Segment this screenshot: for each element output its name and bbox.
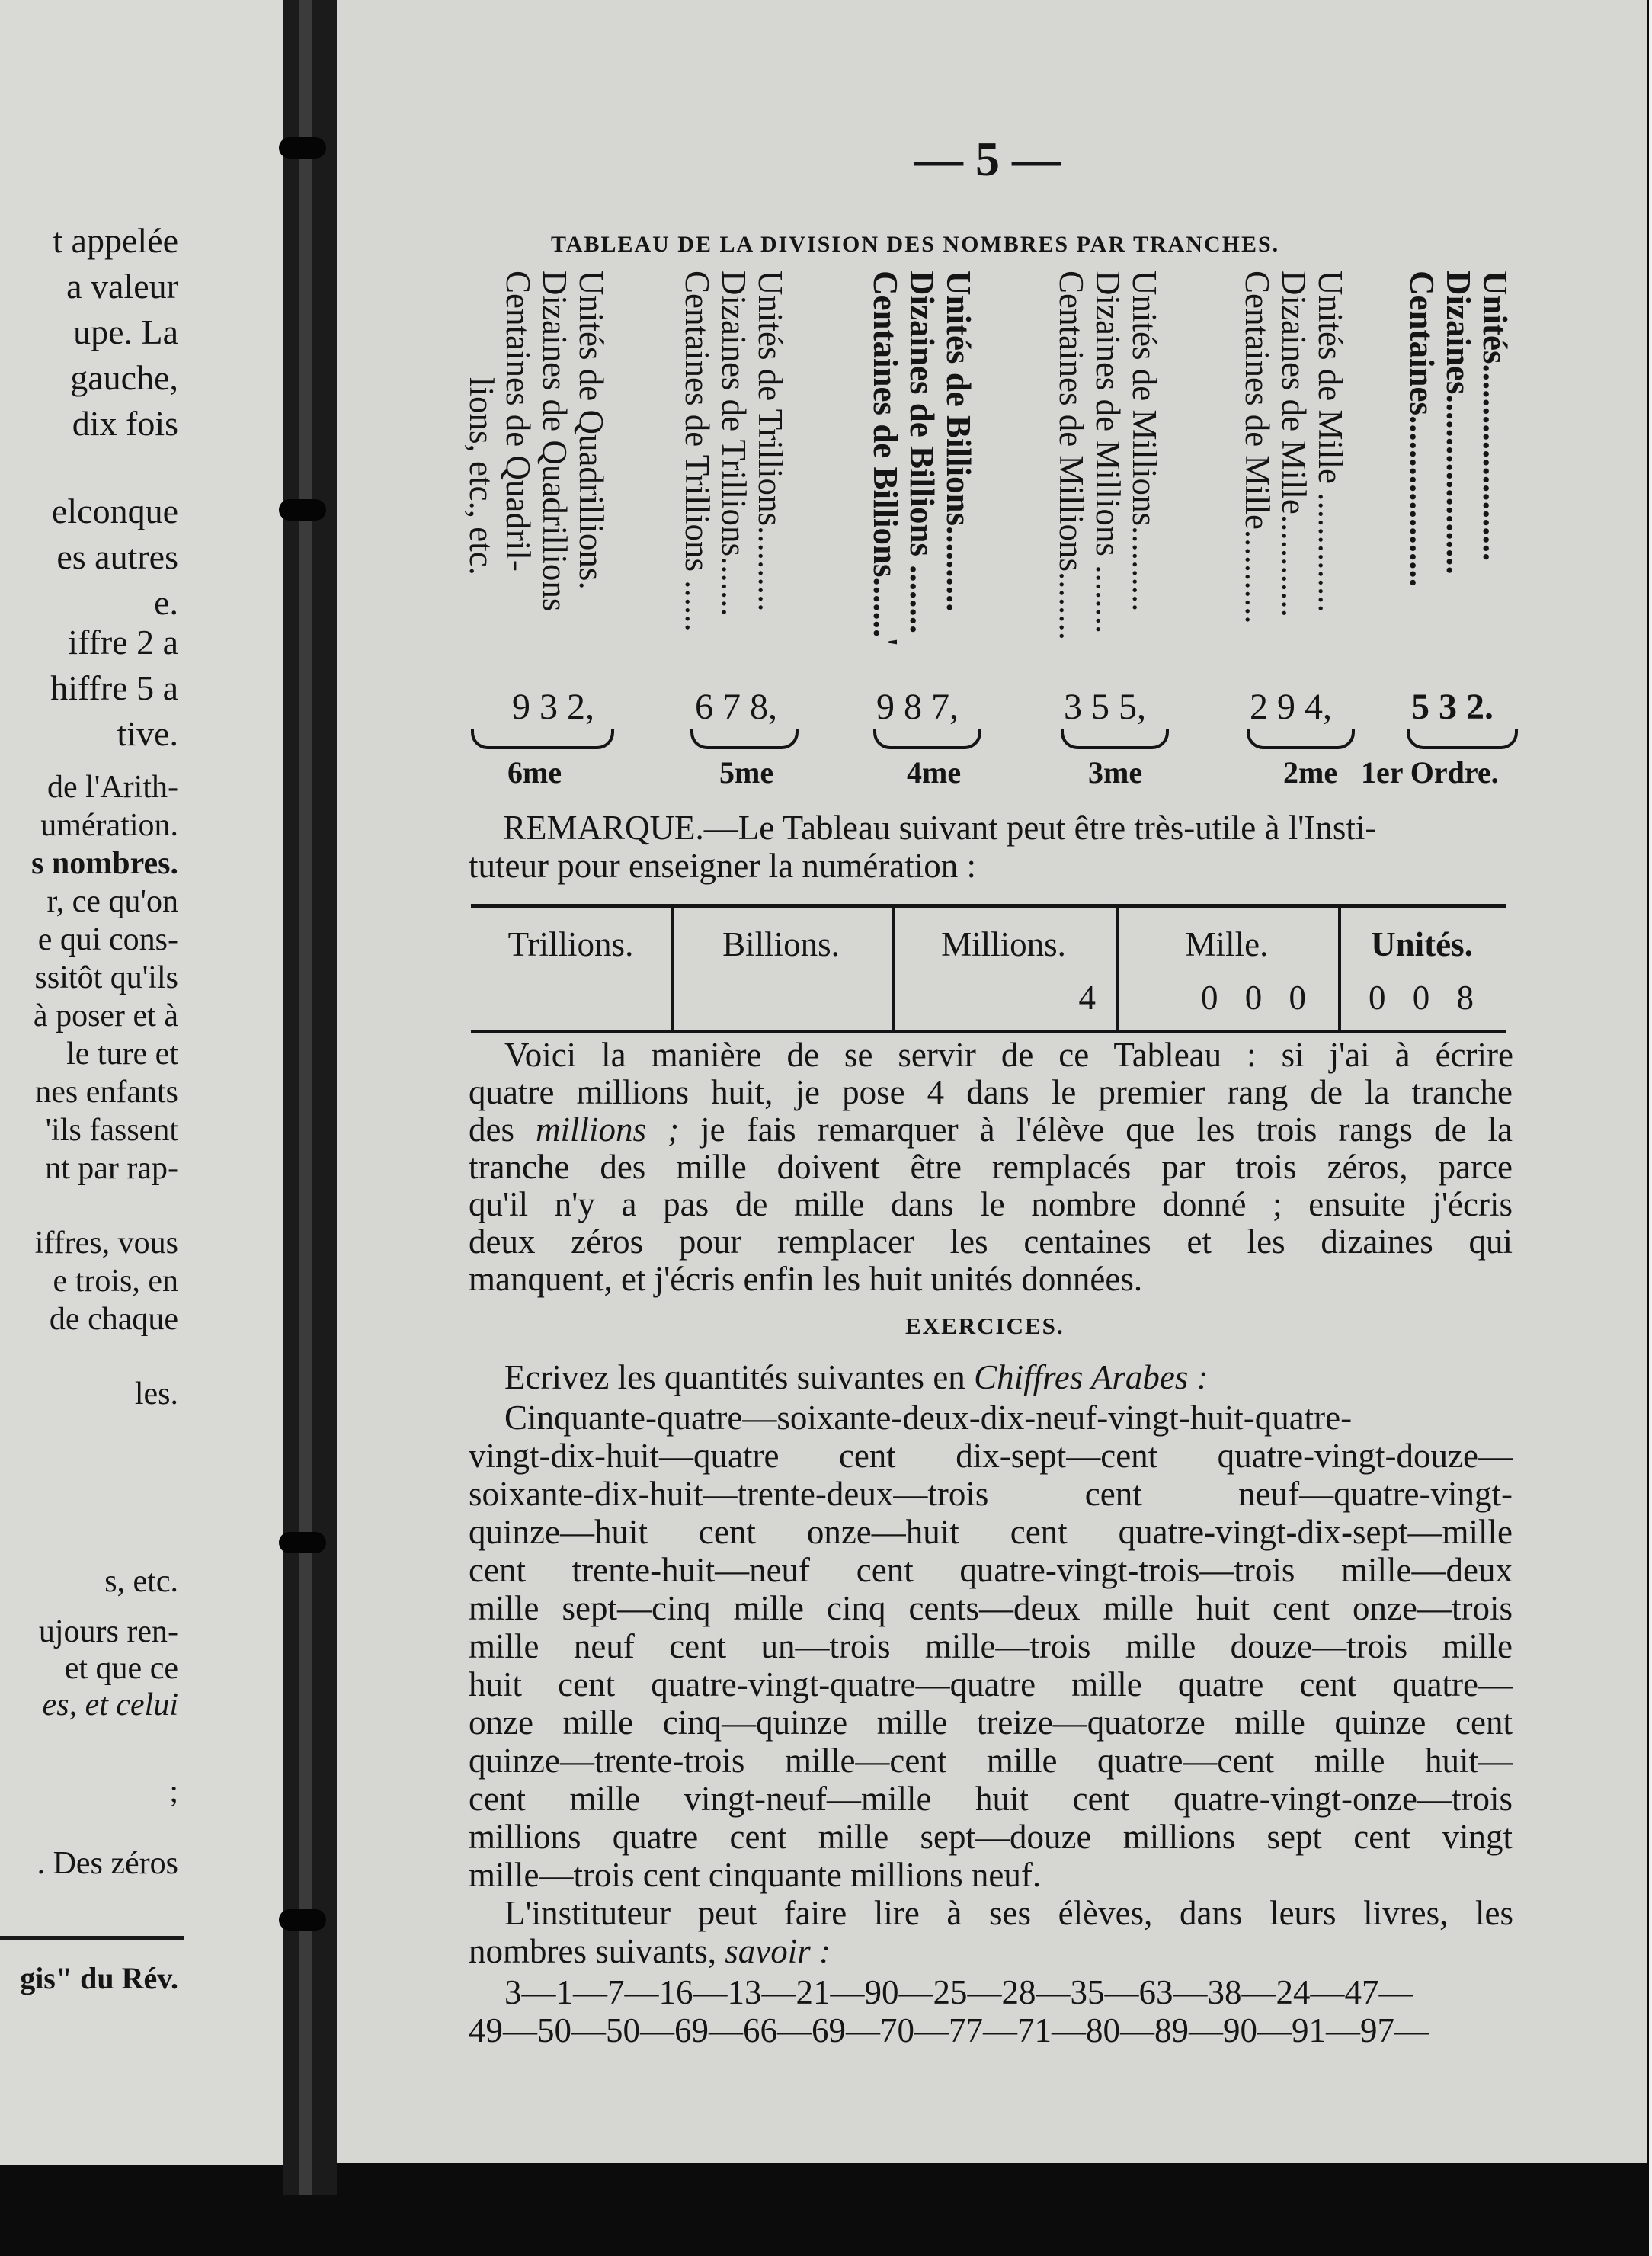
instituteur-line: L'instituteur peut faire lire à ses élèves, dans leurs livres, les: [504, 1894, 1513, 1932]
exercices-title: EXERCICES.: [905, 1312, 1065, 1339]
left-line: gauche,: [70, 358, 178, 397]
number-sequence: 3—1—7—16—13—21—90—25—28—35—63—38—24—47—: [504, 1973, 1413, 2011]
exercice-line: Cinquante-quatre—soixante-deux-dix-neuf-vingt-huit-quatre-: [504, 1399, 1353, 1437]
tranche-digits: 3 5 5,: [1064, 687, 1146, 727]
ordre-label: 3me: [1088, 755, 1143, 790]
binding-stitch: [279, 137, 326, 159]
tranche-column-5: [678, 271, 872, 713]
consigne: [504, 1359, 1548, 1396]
tranche-brace: [471, 729, 614, 749]
exercice-line: millions quatre cent mille sept—douze millions sept cent vingt: [469, 1818, 1513, 1856]
tranche-label: Unités de Billions..........: [940, 271, 978, 612]
table-cell-millions: [892, 908, 1119, 1030]
tranche-brace: [1061, 729, 1169, 749]
left-line: dix fois: [72, 404, 178, 443]
table-cell-unites: [1338, 908, 1506, 1030]
instituteur-text: nombres suivants,: [469, 1932, 725, 1970]
left-line: nt par rap-: [45, 1151, 178, 1186]
paragraph-line: [469, 1111, 1513, 1149]
numeration-table: [471, 904, 1506, 1033]
book-binding: [283, 0, 337, 2195]
left-line: hiffre 5 a: [50, 668, 178, 707]
tranche-digits: 5 3 2.: [1411, 687, 1494, 727]
tranche-label: Centaines de Billions.......': [866, 271, 904, 647]
left-line: gis" du Rév.: [20, 1961, 178, 1995]
table-title: TABLEAU DE LA DIVISION DES NOMBRES PAR TRANCHES.: [551, 232, 1280, 257]
tranche-brace: [1407, 729, 1518, 749]
left-line: et que ce: [64, 1651, 178, 1686]
tranche-label: Dizaines de Quadrillions: [536, 271, 574, 612]
left-line: nes enfants: [35, 1075, 178, 1110]
exercice-line: vingt-dix-huit—quatre cent dix-sept—cent quatre-vingt-douze—: [469, 1437, 1513, 1475]
tranche-column-1: [1402, 271, 1585, 713]
left-line: iffre 2 a: [68, 623, 178, 662]
paragraph-line: tranche des mille doivent être remplacés par trois zéros, parce: [469, 1148, 1513, 1186]
tranche-digits: 2 9 4,: [1250, 687, 1332, 727]
exercice-line: quinze—huit cent onze—huit cent quatre-vingt-dix-sept—mille: [469, 1513, 1513, 1551]
paragraph-line: manquent, et j'écris enfin les huit unités données.: [469, 1260, 1143, 1298]
paragraph-line: qu'il n'y a pas de mille dans le nombre donné ; ensuite j'écris: [469, 1185, 1513, 1223]
binding-stitch: [279, 499, 326, 521]
instituteur-line: [469, 1933, 1513, 1970]
paragraph-line: quatre millions huit, je pose 4 dans le premier rang de la tranche: [469, 1073, 1513, 1111]
left-line: iffres, vous: [34, 1226, 178, 1261]
consigne-italic: Chiffres Arabes :: [974, 1358, 1209, 1396]
ordre-label: 1er Ordre.: [1361, 755, 1499, 790]
page-number: — 5 —: [914, 132, 1061, 186]
left-line: a valeur: [66, 267, 178, 306]
left-line: le ture et: [66, 1037, 178, 1072]
tranche-brace: [873, 729, 981, 749]
exercice-line: mille neuf cent un—trois mille—trois mille douze—trois mille: [469, 1627, 1513, 1665]
tranche-digits: 9 3 2,: [512, 687, 594, 727]
tranche-label: Unités.......................: [1476, 271, 1514, 562]
table-value: 0 0 0: [1201, 979, 1315, 1017]
left-line: upe. La: [73, 312, 178, 351]
left-line: es, et celui: [42, 1687, 178, 1722]
left-line: ujours ren-: [38, 1614, 178, 1649]
left-line: r, ce qu'on: [46, 884, 178, 919]
remarque-line: tuteur pour enseigner la numération :: [469, 847, 977, 885]
left-line: e.: [154, 583, 178, 622]
exercice-line: quinze—trente-trois mille—cent mille quatre—cent mille huit—: [469, 1742, 1513, 1780]
exercice-line: soixante-dix-huit—trente-deux—trois cent neuf—quatre-vingt-: [469, 1475, 1513, 1513]
table-cell-trillions: [471, 908, 674, 1030]
tranche-column-4: [866, 271, 1058, 713]
ordre-label: 4me: [907, 755, 962, 790]
binding-stitch: [279, 1532, 326, 1553]
left-line: elconque: [51, 492, 178, 530]
tranche-label: Centaines de Mille...........: [1238, 271, 1276, 624]
table-header: Trillions.: [507, 925, 634, 963]
table-cell-billions: [671, 908, 895, 1030]
consigne-text: Ecrivez les quantités suivantes en: [504, 1358, 975, 1396]
left-line: s, etc.: [104, 1564, 178, 1599]
tranche-label: Unités de Trillions..........: [751, 271, 789, 612]
left-page-fragment: [0, 0, 283, 2165]
tranche-column-3: [1052, 271, 1244, 713]
tranche-label: Unités de Quadrillions.: [572, 271, 610, 590]
table-cell-mille: [1116, 908, 1341, 1030]
paragraph-line: Voici la manière de se servir de ce Tableau : si j'ai à écrire: [504, 1036, 1513, 1074]
tranche-label: Centaines de Quadril-: [499, 271, 537, 572]
exercice-line: cent mille vingt-neuf—mille huit cent quatre-vingt-onze—trois: [469, 1780, 1513, 1818]
page-edge: [1649, 0, 1652, 2256]
exercice-line: huit cent quatre-vingt-quatre—quatre mille quatre cent quatre—: [469, 1665, 1513, 1703]
tranche-label: lions, etc., etc.: [463, 377, 501, 575]
millions-italic: millions ;: [536, 1110, 680, 1149]
exercice-line: mille sept—cinq mille cinq cents—deux mille huit cent onze—trois: [469, 1589, 1513, 1627]
tranche-label: Centaines....................: [1403, 271, 1441, 587]
table-header: Billions.: [722, 925, 840, 963]
left-line: les.: [134, 1376, 178, 1412]
left-line: de l'Arith-: [46, 770, 178, 805]
tranche-label: Dizaines de Millions ........: [1089, 271, 1127, 634]
left-line: s nombres.: [31, 846, 178, 881]
tranche-digits: 6 7 8,: [695, 687, 777, 727]
exercice-line: cent trente-huit—neuf cent quatre-vingt-trois—trois mille—deux: [469, 1551, 1513, 1589]
left-line: 'ils fassent: [45, 1113, 178, 1148]
table-header: Unités.: [1371, 925, 1473, 963]
left-line: ;: [169, 1774, 178, 1809]
left-line: ssitôt qu'ils: [34, 960, 178, 995]
tranche-brace: [690, 729, 799, 749]
left-line: à poser et à: [33, 998, 178, 1033]
left-line: t appelée: [53, 221, 178, 260]
left-line: es autres: [56, 537, 178, 576]
left-line: de chaque: [49, 1302, 178, 1337]
left-page-rule: [0, 1936, 184, 1940]
paragraph-line: deux zéros pour remplacer les centaines et les dizaines qui: [469, 1223, 1513, 1261]
table-header: Mille.: [1185, 925, 1269, 963]
savoir-italic: savoir :: [725, 1932, 831, 1970]
left-line: tive.: [117, 714, 178, 753]
tranche-label: Dizaines de Trillions.......: [715, 271, 753, 617]
ordre-label: 2me: [1283, 755, 1338, 790]
left-line: e qui cons-: [37, 922, 178, 957]
table-value: 0 0 8: [1369, 979, 1483, 1017]
tranche-label: Centaines de Trillions ......: [678, 271, 716, 632]
left-line: umération.: [40, 808, 178, 843]
exercice-line: onze mille cinq—quinze mille treize—quatorze mille quinze cent: [469, 1703, 1513, 1742]
table-value: 4: [1078, 979, 1105, 1017]
tranche-label: Dizaines de Billions ........: [903, 271, 941, 634]
left-line: e trois, en: [53, 1264, 178, 1299]
tranche-label: Unités de Millions..........: [1125, 271, 1164, 612]
exercice-line: mille—trois cent cinquante millions neuf.: [469, 1856, 1042, 1894]
des-word: des: [469, 1110, 536, 1149]
number-sequence: 49—50—50—69—66—69—70—77—71—80—89—90—91—97—: [469, 2011, 1429, 2049]
binding-stitch: [279, 1909, 326, 1931]
ordre-label: 5me: [719, 755, 774, 790]
tranche-brace: [1247, 729, 1355, 749]
ordre-label: 6me: [507, 755, 562, 790]
left-line: . Des zéros: [37, 1846, 178, 1881]
table-header: Millions.: [941, 925, 1066, 963]
para-rest: je fais remarquer à l'élève que les trois rangs de la: [679, 1110, 1513, 1149]
remarque-line: REMARQUE.—Le Tableau suivant peut être très-utile à l'Insti-: [503, 809, 1377, 847]
tranche-label: Unités de Mille ..............: [1311, 271, 1349, 613]
tranche-digits: 9 8 7,: [876, 687, 959, 727]
tranche-label: Dizaines de Mille............: [1275, 271, 1313, 617]
tranche-label: Centaines de Millions........: [1052, 271, 1090, 640]
tranche-column-6: [463, 271, 657, 713]
tranche-label: Dizaines.....................: [1439, 271, 1478, 575]
